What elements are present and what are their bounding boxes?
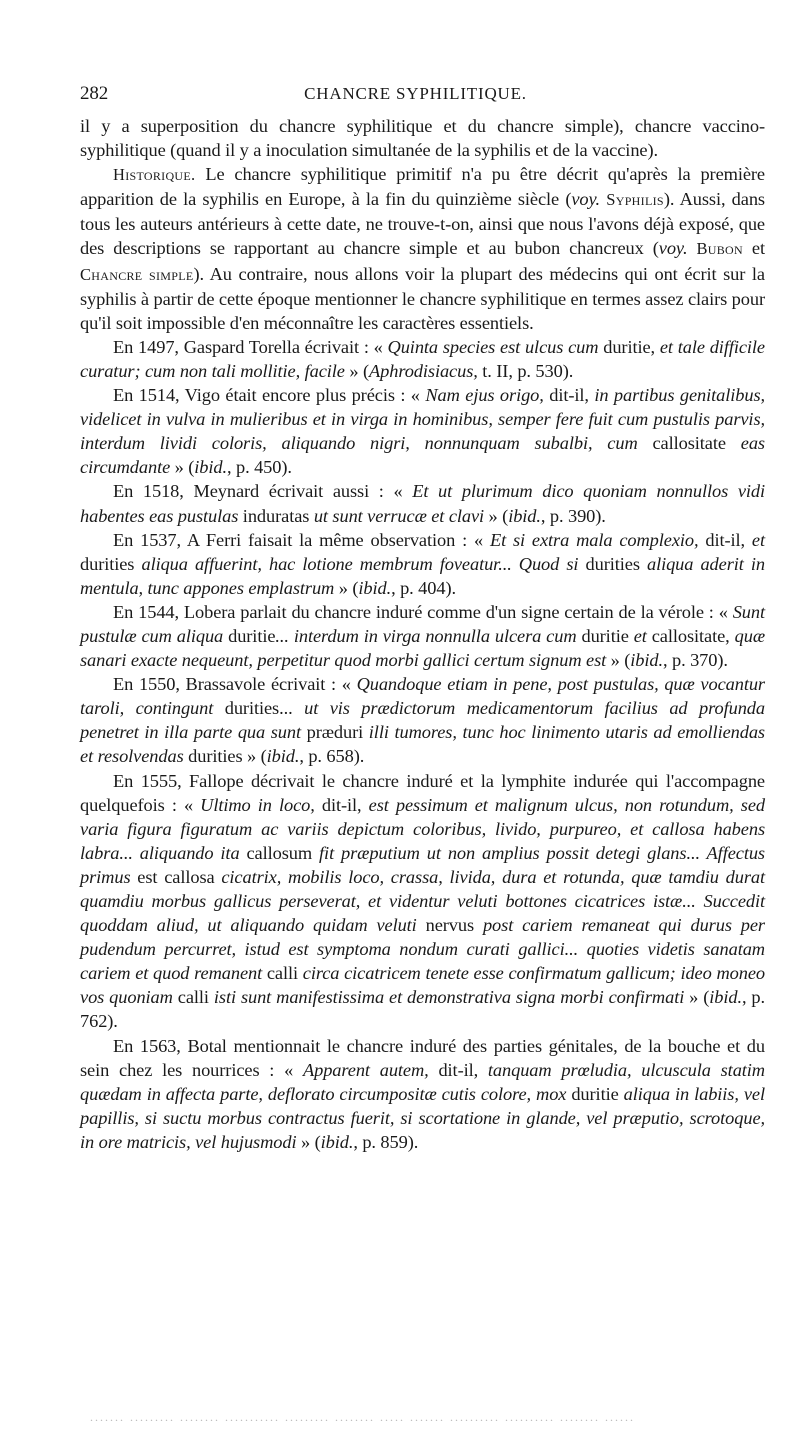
paragraph: [80, 1034, 765, 1154]
text-run: ). Au contraire, nous allons voir la plupart des médecins qui ont écrit sur la syphilis à partir de cette époque mentionner le chancre syphilitique en termes assez clairs pour qu'il soit impossible d'en méconnaître les caractères essentiels.: [80, 263, 765, 333]
text-run: , p. 370).: [663, 650, 728, 671]
cross-reference: Syphilis: [606, 190, 664, 210]
text-run: duritie: [223, 625, 276, 646]
text-run: præduri: [301, 722, 369, 743]
italic-run: fit præputium ut non amplius possit detegi glans... Affectus primus: [80, 842, 765, 887]
text-run: En 1555, Fallope décrivait le chancre induré et la lymphite indurée qui l'accompagne quelquefois : «: [80, 770, 765, 815]
text-run: callositate,: [646, 625, 735, 646]
text-run: durities: [80, 553, 142, 574]
text-run: , p. 658).: [299, 746, 365, 767]
italic-run: post cariem remaneat qui durus per pudendum percurret, istud est symptoma nondum curati gallici... quoties videtis sanatam cariem et quod remanent: [80, 915, 765, 984]
italic-run: aliqua aderit in mentula, tunc appones emplastrum: [80, 553, 765, 598]
italic-run: aliqua in labiis, vel papillis, si suctu morbus contractus fuerit, si scortatione in glande, vel præputio, scrotoque, in ore matricis, vel hujusmodi: [80, 1083, 765, 1152]
text-run: calli: [172, 987, 214, 1008]
text-run: callosum: [239, 842, 320, 863]
page-footer-bleedthrough: ....... ......... ........ ........... ......... ........ ..... ....... .......... .......... ........ ......: [90, 1410, 635, 1424]
italic-run: Sunt pustulæ cum aliqua: [80, 601, 765, 646]
text-run: En 1544, Lobera parlait du chancre induré comme d'un signe certain de la vérole : «: [113, 601, 733, 622]
italic-run: Aphrodisiacus,: [369, 360, 478, 381]
italic-run: Et ut plurimum dico quoniam nonnullos vidi habentes eas pustulas: [80, 481, 765, 526]
italic-run: ibid.: [630, 650, 663, 671]
italic-run: aliqua affuerint, hac lotione membrum foveatur... Quod si: [141, 553, 579, 574]
text-run: callositate: [637, 433, 741, 454]
italic-run: Nam ejus origo,: [425, 385, 544, 406]
section-heading: Historique.: [113, 165, 196, 185]
italic-run: et: [751, 529, 765, 550]
italic-run: ibid.: [320, 1131, 354, 1152]
paragraph: [80, 114, 765, 162]
paragraph: [80, 383, 765, 479]
paragraph: [80, 600, 765, 672]
italic-run: quæ sanari exacte nequeunt, perpetitur quod morbi gallici certum signum est: [80, 625, 765, 671]
text-run: durities » (: [183, 746, 267, 767]
text-run: , p. 762).: [80, 987, 766, 1032]
text-run: , p. 390).: [540, 505, 606, 526]
text-run: » (: [170, 457, 195, 478]
italic-run: Et si extra mala complexio,: [489, 529, 699, 550]
text-run: » (: [606, 650, 631, 671]
text-run: , p. 404).: [391, 577, 456, 598]
text-run: , p. 859).: [353, 1131, 419, 1152]
text-run: dit-il,: [428, 1059, 488, 1080]
paragraph: [80, 769, 765, 1034]
text-run: En 1497, Gaspard Torella écrivait : «: [113, 336, 388, 357]
italic-run: voy.: [658, 238, 688, 259]
italic-run: et tale difficile curatur; cum non tali mollitie, facile: [80, 336, 765, 381]
text-run: » (: [334, 577, 359, 598]
text-run: est callosa: [130, 866, 222, 887]
text-run: duritie,: [598, 336, 660, 357]
italic-run: ibid.: [709, 987, 742, 1008]
text-run: duritie: [576, 625, 634, 646]
text-run: calli: [262, 963, 303, 984]
italic-run: circa cicatricem tenete esse confirmatum gallicum; ideo moneo vos quoniam: [80, 963, 765, 1008]
paragraph: [80, 162, 765, 335]
page-header: [80, 82, 765, 112]
italic-run: ibid.: [266, 746, 300, 767]
italic-run: Quinta species est ulcus cum: [387, 336, 599, 357]
page-number: 282: [80, 83, 109, 104]
book-page: [80, 82, 765, 1154]
italic-run: ibid.: [508, 505, 541, 526]
text-run: durities: [578, 553, 647, 574]
italic-run: ibid.: [194, 457, 227, 478]
text-run: induratas: [238, 505, 314, 526]
text-run: et: [742, 238, 765, 259]
text-run: En 1514, Vigo était encore plus précis : «: [113, 385, 426, 406]
text-run: dit-il,: [698, 529, 752, 550]
text-run: il y a superposition du chancre syphilitique et du chancre simple), chancre vaccino-syphilitique (quand il y a inoculation simultanée de la syphilis et de la vaccine).: [80, 116, 765, 161]
italic-run: in partibus genitalibus, videlicet in vulva in mulieribus et in virga in hominibus, semper fere fuit cum pustulis parvis, interdum lividi coloris, aliquando nigri, nonnunquam subalbi, cum: [80, 385, 765, 454]
text-run: dit-il,: [314, 794, 369, 815]
italic-run: est pessimum et malignum ulcus, non rotundum, sed varia figura figuratum ac variis depictum coloribus, livido, purpureo, et callosa habens labra... aliquando ita: [80, 794, 765, 863]
italic-run: eas circumdante: [80, 433, 765, 478]
text-run: , p. 450).: [227, 457, 292, 478]
italic-run: ut vis prædictorum medicamentorum facilius ad profunda penetret in illa parte qua sunt: [80, 698, 765, 743]
italic-run: voy.: [571, 189, 601, 210]
text-run: nervus: [416, 915, 483, 936]
cross-reference: Chancre simple: [80, 264, 194, 284]
text-run: » (: [684, 987, 710, 1008]
text-run: ). Aussi, dans tous les auteurs antérieurs à cette date, ne trouve-t-on, ainsi que nous l'avons déjà exposé, que des descriptions se rapportant au chancre simple et au bubon chancreux (: [80, 189, 765, 259]
paragraph: [80, 335, 765, 383]
italic-run: ibid.: [358, 577, 392, 598]
text-run: » (: [296, 1131, 321, 1152]
cross-reference: Bubon: [696, 239, 743, 259]
text-run: En 1518, Meynard écrivait aussi : «: [113, 481, 413, 502]
paragraph: [80, 672, 765, 768]
text-run: » (: [344, 360, 369, 381]
italic-run: Quandoque etiam in pene, post pustulas, quæ vocantur taroli, contingunt: [80, 674, 765, 719]
running-title: CHANCRE SYPHILITIQUE.: [304, 84, 527, 103]
paragraph: [80, 479, 765, 527]
italic-run: illi tumores, tunc hoc linimento utaris ad emolliendas et resolvendas: [80, 722, 765, 767]
text-run: durities...: [213, 698, 305, 719]
text-run: En 1563, Botal mentionnait le chancre induré des parties génitales, de la bouche et du sein chez les nourrices : «: [80, 1035, 765, 1080]
paragraph: [80, 528, 765, 600]
italic-run: tanquam prœludia, ulcuscula statim quædam in affecta parte, deflorato circumpositæ cutis colore, mox: [80, 1059, 765, 1104]
text-run: dit-il,: [543, 385, 595, 406]
text-run: En 1537, A Ferri faisait la même observation : «: [113, 529, 490, 550]
italic-run: isti sunt manifestissima et demonstrativa signa morbi confirmati: [213, 987, 685, 1008]
italic-run: cicatrix, mobilis loco, crassa, livida, dura et rotunda, quæ tamdiu durat quamdiu morbus gallicus perseverat, et videntur veluti bottones cicatrices istæ... Succedit quoddam aliud, ut aliquando quidam veluti: [80, 866, 765, 936]
text-run: duritie: [566, 1083, 624, 1104]
italic-run: et: [633, 625, 647, 646]
italic-run: Apparent autem,: [302, 1059, 429, 1080]
text-run: Le chancre syphilitique primitif n'a pu être décrit qu'après la première apparition de la syphilis en Europe, à la fin du quinzième siècle (: [80, 164, 765, 210]
italic-run: ... interdum in virga nonnulla ulcera cum: [275, 625, 577, 646]
text-run: En 1550, Brassavole écrivait : «: [113, 674, 357, 695]
text-run: » (: [484, 505, 509, 526]
italic-run: Ultimo in loco,: [200, 794, 315, 815]
text-run: t. II, p. 530).: [477, 360, 574, 381]
italic-run: ut sunt verrucæ et clavi: [313, 505, 485, 526]
